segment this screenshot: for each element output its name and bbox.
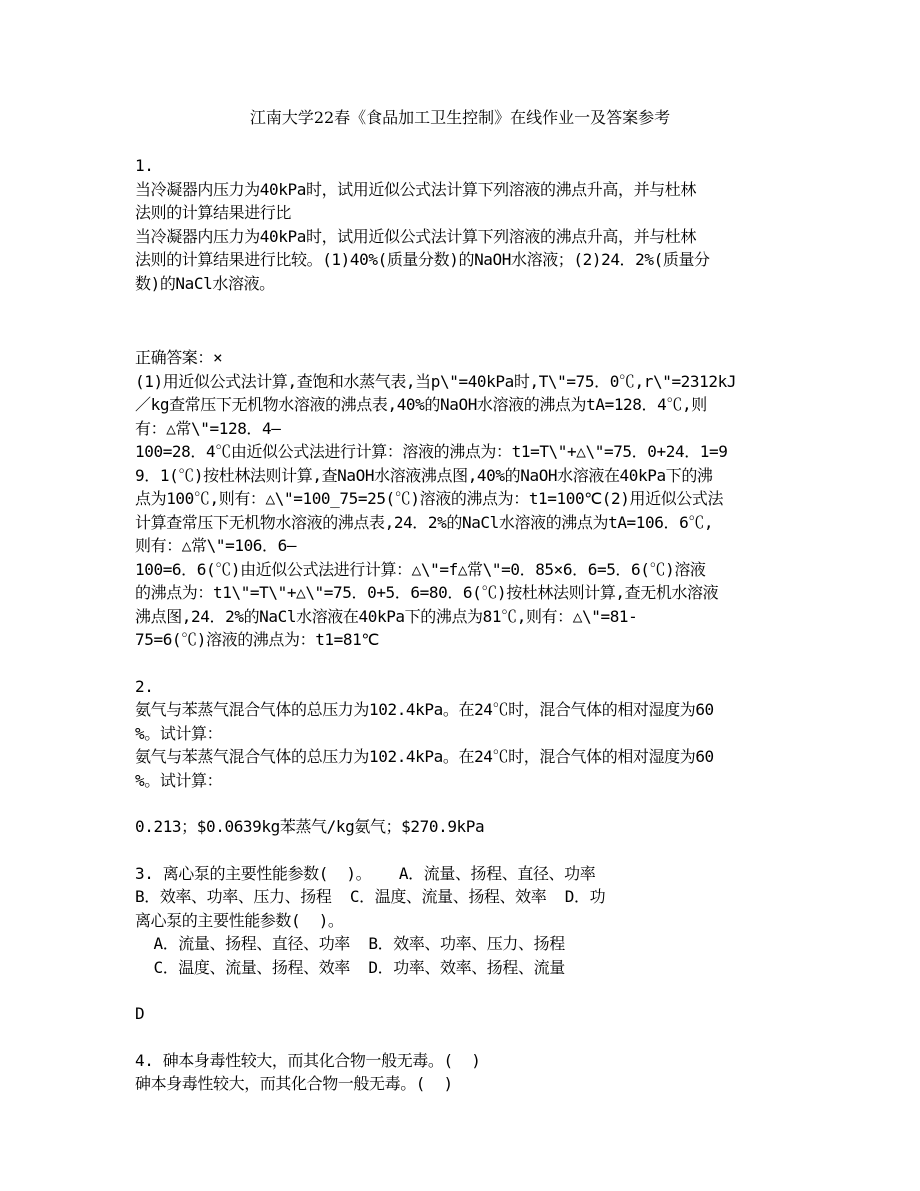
answer-text-line: 100=6．6(℃)由近似公式法进行计算：△\"=f△常\"=0．85×6．6=5．6(℃)溶液 bbox=[135, 559, 706, 579]
answer-3: D bbox=[135, 1004, 145, 1023]
answer-text-line: 75=6(℃)溶液的沸点为：t1=81℃ bbox=[135, 630, 379, 649]
spacer bbox=[135, 979, 815, 1002]
question-text-line: 砷本身毒性较大，而其化合物一般无毒。( ) bbox=[135, 1074, 453, 1093]
spacer bbox=[135, 652, 815, 675]
answer-1 bbox=[135, 346, 815, 652]
question-option-line: A．流量、扬程、直径、功率 B．效率、功率、压力、扬程 bbox=[135, 934, 565, 953]
question-4 bbox=[135, 1049, 815, 1096]
question-text-line: 数)的NaCl水溶液。 bbox=[135, 273, 275, 293]
document-body bbox=[135, 154, 815, 1096]
question-number: 2. bbox=[135, 676, 154, 696]
question-text-line: 氨气与苯蒸气混合气体的总压力为102.4kPa。在24℃时，混合气体的相对湿度为60 bbox=[135, 747, 714, 766]
answer-text-line: 有：△常\"=128．4— bbox=[135, 418, 281, 438]
question-option-line: C．温度、流量、扬程、效率 D．功率、效率、扬程、流量 bbox=[135, 957, 565, 977]
question-text-line: %。试计算： bbox=[135, 723, 223, 743]
question-2 bbox=[135, 675, 815, 793]
question-3 bbox=[135, 862, 815, 980]
answer-text-line: 沸点图,24．2%的NaCl水溶液在40kPa下的沸点为81℃,则有：△\"=81- bbox=[135, 606, 638, 626]
answer-text-line: 的沸点为：t1\"=T\"+△\"=75．0+5．6=80．6(℃)按杜林法则计算,查无机水溶液 bbox=[135, 583, 719, 602]
answer-text-line: 计算查常压下无机物水溶液的沸点表,24．2%的NaCl水溶液的沸点为tA=106．6℃, bbox=[135, 512, 714, 532]
question-text-line: 法则的计算结果进行比 bbox=[135, 203, 292, 222]
answer-2: 0.213；$0.0639kg苯蒸气/kg氨气；$270.9kPa bbox=[135, 817, 485, 836]
spacer bbox=[135, 792, 815, 815]
question-text-line: 氨气与苯蒸气混合气体的总压力为102.4kPa。在24℃时，混合气体的相对湿度为60 bbox=[135, 700, 714, 719]
spacer bbox=[135, 295, 815, 341]
answer-text-line: (1)用近似公式法计算,查饱和水蒸气表,当p\"=40kPa时,T\"=75．0℃,r\"=2312kJ bbox=[135, 371, 737, 391]
answer-label: 正确答案：× bbox=[135, 348, 223, 367]
question-text-line: 离心泵的主要性能参数( )。 bbox=[135, 910, 344, 930]
answer-text-line: 点为100℃,则有：△\"=100_75=25(℃)溶液的沸点为：t1=100℃(2)用近似公式法 bbox=[135, 489, 724, 508]
answer-text-line: 9．1(℃)按杜林法则计算,查NaOH水溶液沸点图,40%的NaOH水溶液在40kPa下的沸 bbox=[135, 465, 713, 485]
question-text-line: 4. 砷本身毒性较大，而其化合物一般无毒。( ) bbox=[135, 1050, 481, 1070]
question-number: 1. bbox=[135, 156, 154, 175]
question-text-line: 当冷凝器内压力为40kPa时，试用近似公式法计算下列溶液的沸点升高，并与杜林 bbox=[135, 179, 696, 199]
question-text-line: %。试计算： bbox=[135, 770, 223, 790]
question-text-line: B．效率、功率、压力、扬程 C．温度、流量、扬程、效率 D．功 bbox=[135, 887, 606, 906]
question-text-line: 3. 离心泵的主要性能参数( )。 A．流量、扬程、直径、功率 bbox=[135, 863, 596, 883]
spacer bbox=[135, 1026, 815, 1049]
page-title: 江南大学22春《食品加工卫生控制》在线作业一及答案参考 bbox=[249, 108, 671, 127]
question-text-line: 当冷凝器内压力为40kPa时，试用近似公式法计算下列溶液的沸点升高，并与杜林 bbox=[135, 226, 696, 246]
answer-text-line: ／kg查常压下无机物水溶液的沸点表,40%的NaOH水溶液的沸点为tA=128．4℃,则 bbox=[135, 395, 707, 414]
answer-text-line: 100=28．4℃由近似公式法进行计算：溶液的沸点为：t1=T\"+△\"=75．0+24．1=9 bbox=[135, 442, 728, 461]
spacer bbox=[135, 839, 815, 862]
question-text-line: 法则的计算结果进行比较。(1)40%(质量分数)的NaOH水溶液；(2)24．2%(质量分 bbox=[135, 250, 710, 269]
question-1 bbox=[135, 154, 815, 295]
answer-text-line: 则有：△常\"=106．6— bbox=[135, 536, 297, 555]
